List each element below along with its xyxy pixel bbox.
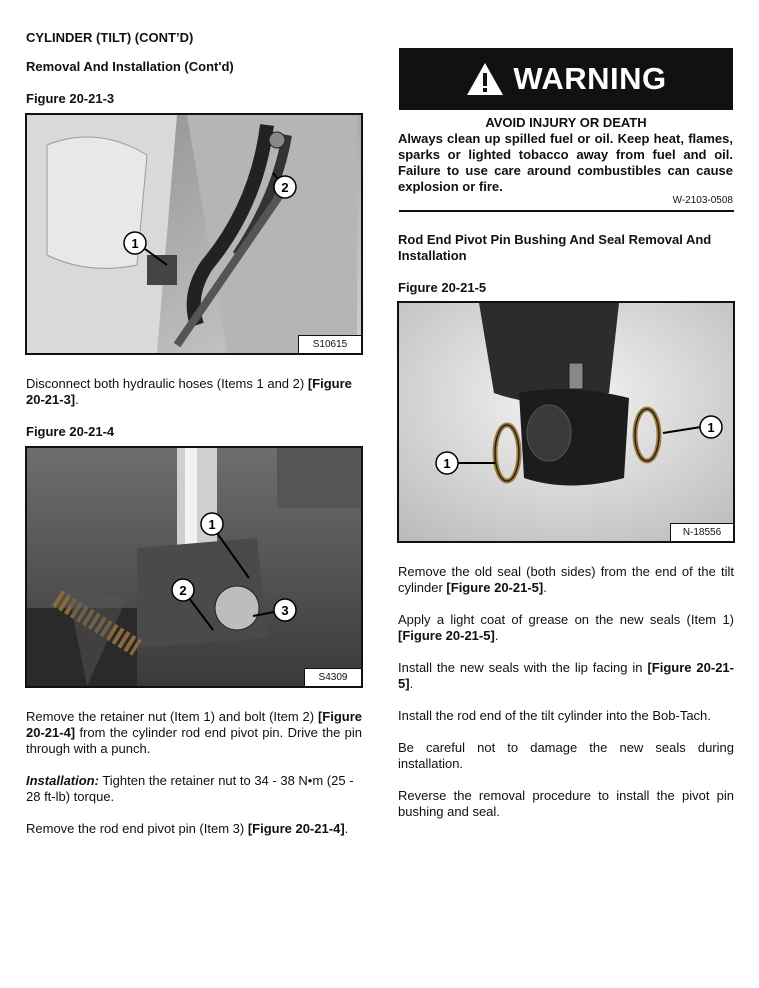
warning-title: WARNING [513, 61, 667, 96]
callout-label: 2 [179, 583, 187, 598]
callout-label: 1 [208, 517, 216, 532]
figure-code: S10615 [298, 335, 361, 353]
figure-reference: [Figure 20-21-5] [446, 580, 544, 595]
figure-code: S4309 [304, 668, 361, 686]
callout-label: 1 [707, 420, 715, 435]
figure-20-21-5-photo [397, 301, 735, 543]
callout-label: 2 [281, 180, 289, 195]
paragraph: Reverse the removal procedure to install the pivot pin bushing and seal. [398, 788, 734, 819]
callout-label: 3 [281, 603, 289, 618]
paragraph: Install the new seals with the lip facing in [Figure 20-21-5]. [398, 660, 734, 691]
figure-reference: [Figure 20-21-4] [247, 821, 345, 836]
section-title: CYLINDER (TILT) (CONT’D) [26, 30, 194, 45]
section-heading: Rod End Pivot Pin Bushing And Seal Removal And Installation [398, 232, 712, 263]
paragraph: Apply a light coat of grease on the new seals (Item 1) [Figure 20-21-5]. [398, 612, 734, 643]
paragraph: Installation: Tighten the retainer nut to 34 - 38 N•m (25 - 28 ft-lb) torque. [26, 773, 354, 804]
paragraph: Disconnect both hydraulic hoses (Items 1 and 2) [Figure 20-21-3]. [26, 376, 352, 407]
installation-label: Installation: [26, 773, 99, 788]
paragraph: Install the rod end of the tilt cylinder into the Bob-Tach. [398, 708, 711, 723]
pivot-pin-photo [27, 448, 361, 686]
paragraph: Be careful not to damage the new seals during installation. [398, 740, 734, 771]
figure-caption: Figure 20-21-4 [26, 424, 115, 439]
paragraph: Remove the retainer nut (Item 1) and bolt (Item 2) [Figure 20-21-4] from the cylinder rod end pivot pin. Drive the pin through with a punch. [26, 709, 362, 756]
warning-banner [399, 48, 733, 110]
hydraulic-hoses-photo [27, 115, 361, 353]
warning-triangle-icon [465, 61, 505, 97]
callout-label: 1 [131, 236, 139, 251]
callout-label: 1 [443, 456, 451, 471]
figure-caption: Figure 20-21-5 [398, 280, 487, 295]
figure-code: N-18556 [670, 523, 733, 541]
figure-reference: [Figure 20-21-5] [398, 628, 495, 643]
figure-20-21-4-photo [25, 446, 363, 688]
warning-code: W-2103-0508 [672, 195, 733, 206]
warning-body: Always clean up spilled fuel or oil. Keep heat, flames, sparks or lighted tobacco away from fuel and oil. Failure to use care around combustibles can cause explosion or fire. [398, 131, 733, 194]
section-subtitle: Removal And Installation (Cont'd) [26, 59, 234, 74]
figure-caption: Figure 20-21-3 [26, 91, 115, 106]
figure-reference: [Figure 20-21-4] [26, 709, 362, 740]
warning-subtitle: AVOID INJURY OR DEATH [485, 115, 647, 130]
paragraph: Remove the rod end pivot pin (Item 3) [Figure 20-21-4]. [26, 821, 349, 836]
paragraph: Remove the old seal (both sides) from the end of the tilt cylinder [Figure 20-21-5]. [398, 564, 734, 595]
rod-end-seals-photo [399, 303, 733, 541]
figure-reference: [Figure 20-21-3] [26, 376, 352, 407]
figure-reference: [Figure 20-21-5] [398, 660, 734, 691]
figure-20-21-3-photo [25, 113, 363, 355]
divider [399, 210, 734, 212]
